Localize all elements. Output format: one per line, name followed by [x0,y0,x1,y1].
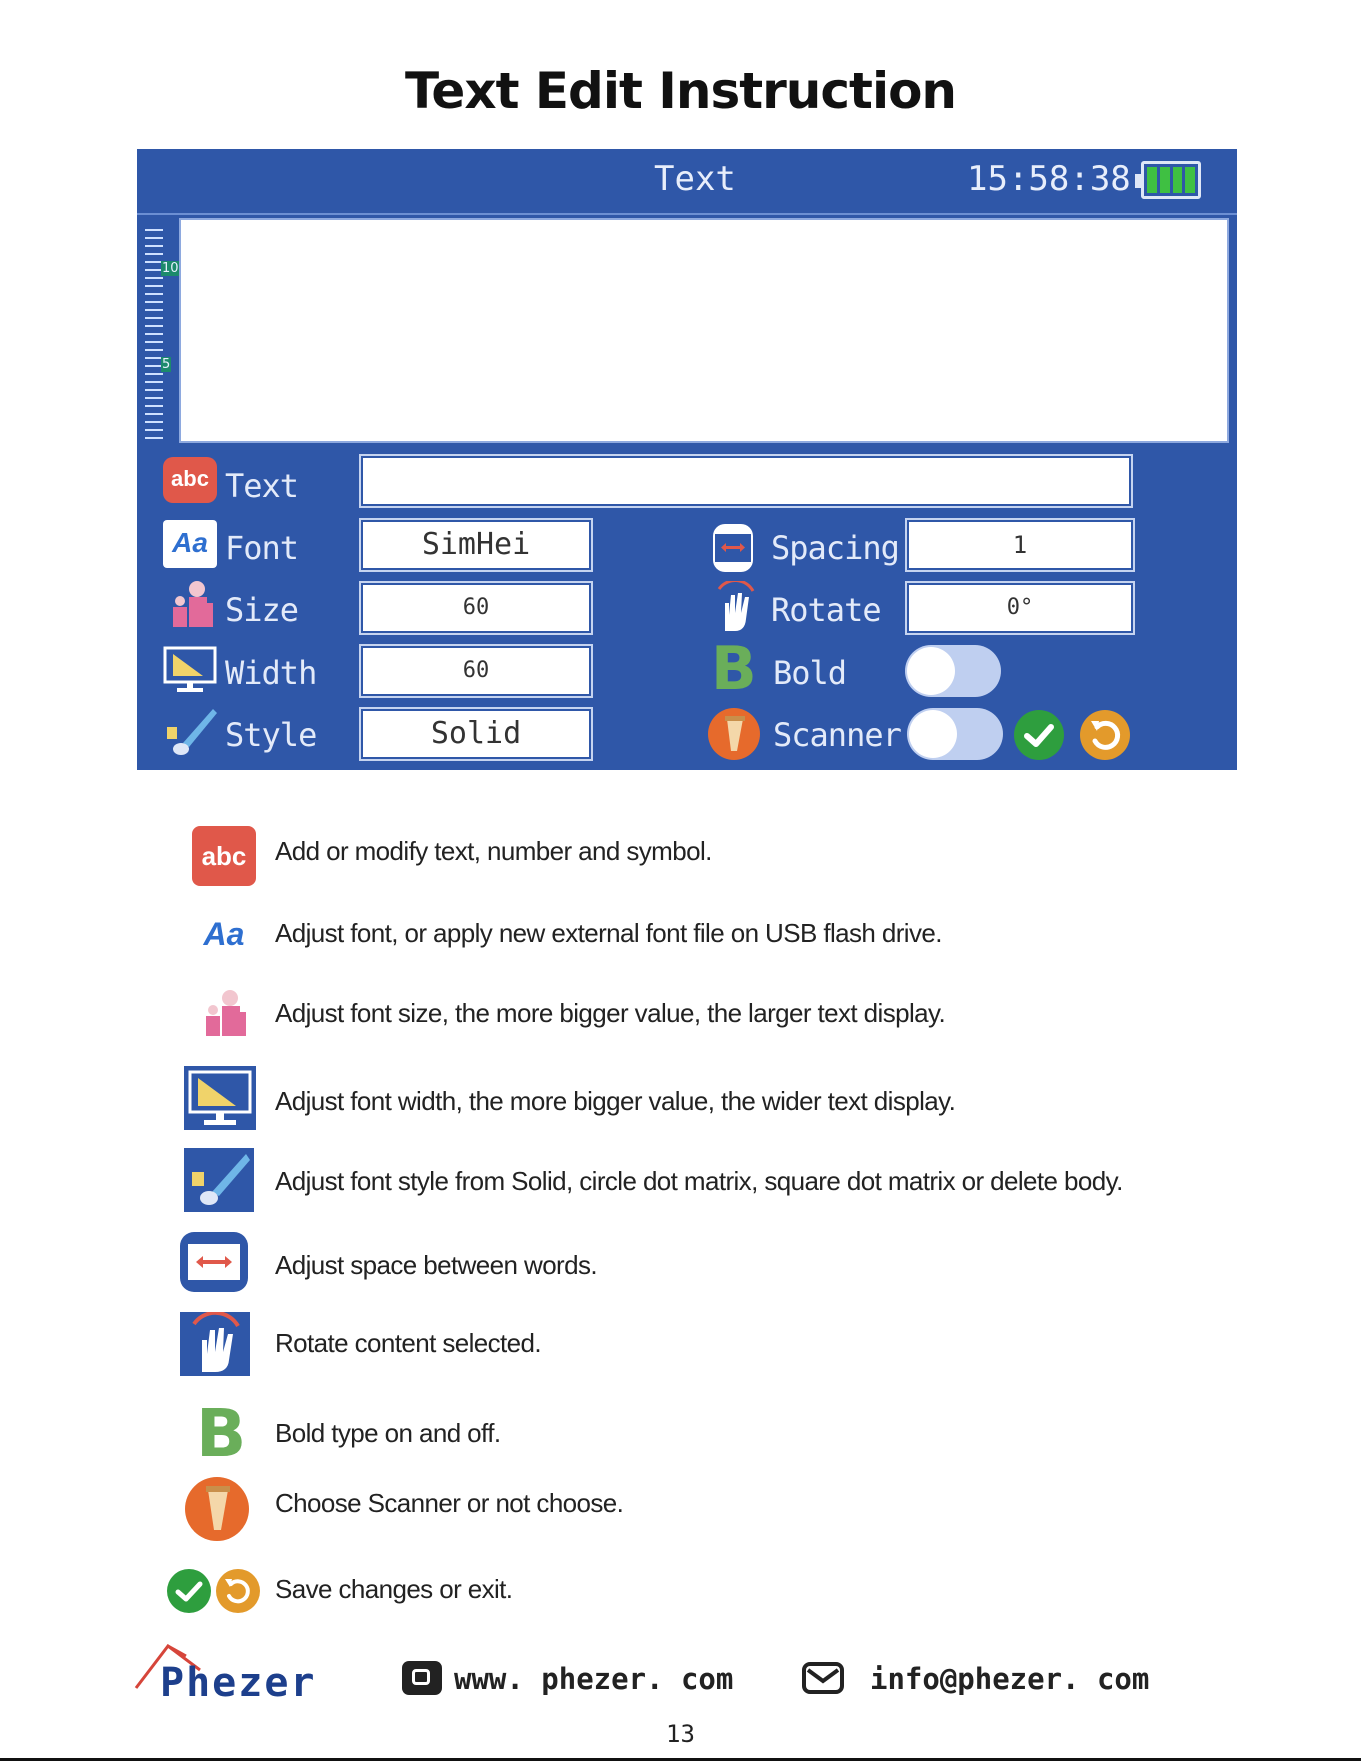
ruler-label-5: 5 [162,357,171,372]
bold-label: Bold [773,654,847,692]
font-icon: Aa [163,520,217,568]
description-bold: Bold type on and off. [275,1418,501,1448]
screen-title: Text [654,159,736,199]
description-scanner: Choose Scanner or not choose. [275,1488,624,1518]
width-icon [184,1066,256,1130]
spacing-label: Spacing [771,529,899,567]
check-icon [1013,709,1065,761]
size-input[interactable]: 60 [359,581,593,635]
bold-icon: B [711,634,757,704]
description-width: Adjust font width, the more bigger value, the wider text display. [275,1086,956,1116]
website-link[interactable]: www. phezer. com [454,1662,734,1696]
scanner-icon [184,1476,250,1542]
description-style: Adjust font style from Solid, circle dot matrix, square dot matrix or delete body. [275,1166,1123,1196]
email-link[interactable]: info@phezer. com [870,1662,1150,1696]
scanner-icon [707,707,761,761]
clock: 15:58:38 [967,159,1131,199]
text-label: Text [225,467,299,505]
font-label: Font [225,529,299,567]
bold-toggle[interactable] [905,645,1001,697]
style-select[interactable]: Solid [359,707,593,761]
text-preview-canvas[interactable] [179,218,1229,443]
width-label: Width [225,654,317,692]
rotate-hand-icon [711,581,761,633]
spacing-icon [178,1230,250,1294]
rotate-hand-icon [180,1312,250,1376]
size-label: Size [225,591,299,629]
description-font: Adjust font, or apply new external font file on USB flash drive. [275,918,942,948]
page-title: Text Edit Instruction [404,62,957,120]
description-spacing: Adjust space between words. [275,1250,597,1280]
phezer-logo: Phezer [160,1660,317,1706]
size-icon [200,988,250,1040]
save-exit-icon [166,1568,262,1614]
exit-button[interactable] [1079,709,1131,761]
scanner-toggle[interactable] [907,708,1003,760]
bold-icon: B [196,1395,247,1472]
ruler-label-10: 10 [162,261,179,276]
abc-text-icon: abc [163,457,217,503]
device-screen [137,149,1237,770]
rotate-label: Rotate [771,591,881,629]
size-icon [167,579,217,631]
undo-icon [1079,709,1131,761]
description-text: Add or modify text, number and symbol. [275,836,712,866]
spacing-input[interactable]: 1 [905,518,1135,572]
web-icon [402,1661,442,1695]
ruler [145,227,179,447]
battery-full-icon [1141,161,1201,199]
width-icon [163,646,219,694]
width-input[interactable]: 60 [359,644,593,698]
font-select[interactable]: SimHei [359,518,593,572]
style-label: Style [225,716,317,754]
style-brush-icon [163,705,219,761]
abc-text-icon: abc [192,826,256,886]
scanner-label: Scanner [773,716,901,754]
mail-icon [802,1662,844,1694]
style-brush-icon [184,1148,254,1212]
page-number: 13 [666,1720,695,1748]
rotate-input[interactable]: 0° [905,581,1135,635]
description-rotate: Rotate content selected. [275,1328,542,1358]
text-input[interactable] [359,454,1133,508]
screen-header [137,149,1237,215]
description-size: Adjust font size, the more bigger value, the larger text display. [275,998,946,1028]
font-icon: Aa [203,916,245,952]
description-save-exit: Save changes or exit. [275,1574,513,1604]
spacing-icon [711,522,755,574]
save-button[interactable] [1013,709,1065,761]
